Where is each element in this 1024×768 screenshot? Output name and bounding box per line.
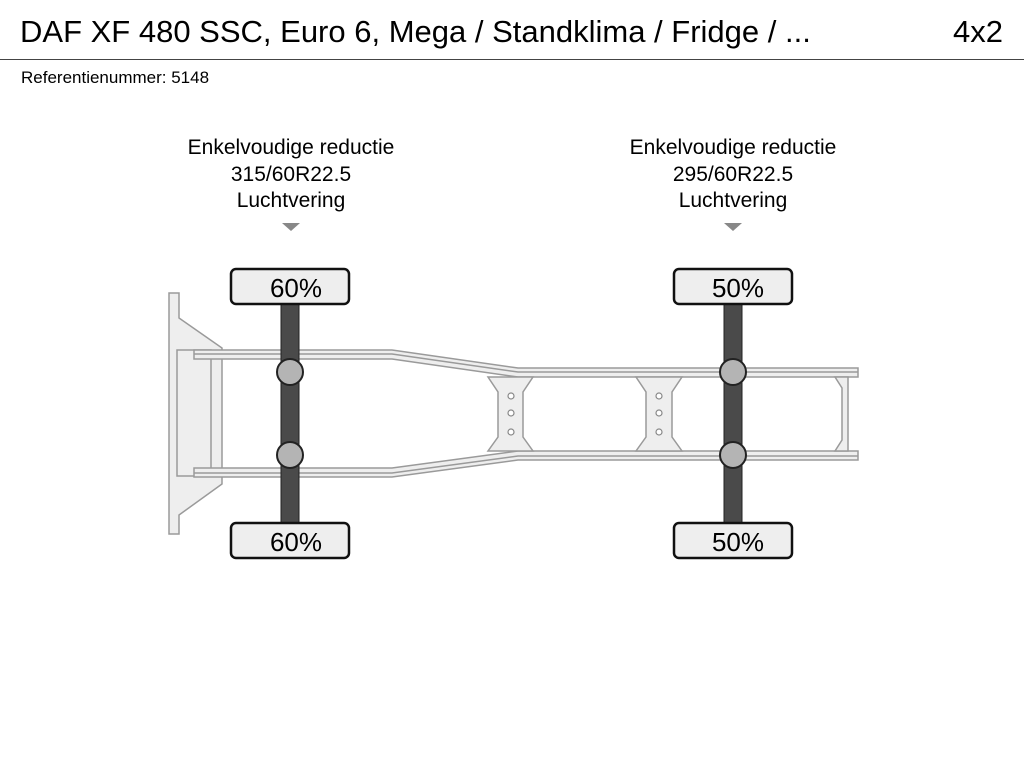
- bolt-hole: [656, 429, 662, 435]
- axle-configuration: 4x2: [953, 14, 1003, 49]
- rear-axle-suspension: Luchtvering: [678, 189, 788, 212]
- rear-load-top-text: 50%: [711, 273, 765, 303]
- front-axle-suspension: Luchtvering: [236, 189, 346, 212]
- rear-axle-type: Enkelvoudige reductie: [629, 136, 837, 159]
- front-load-top-text: 60%: [269, 273, 323, 303]
- rear-axle-beam: [724, 300, 742, 527]
- crossmember-holes: [508, 393, 662, 435]
- bolt-hole: [656, 410, 662, 416]
- page-title: DAF XF 480 SSC, Euro 6, Mega / Standklima / Fridge / ...: [20, 14, 811, 49]
- front-axle: [231, 269, 349, 558]
- bolt-hole: [508, 429, 514, 435]
- rear-hub-bottom: [720, 442, 746, 468]
- rear-axle-marker: [724, 223, 742, 231]
- front-hub-top: [277, 359, 303, 385]
- front-axle-type: Enkelvoudige reductie: [187, 136, 395, 159]
- rear-axle-tire: 295/60R22.5: [672, 162, 794, 186]
- rear-hub-top: [720, 359, 746, 385]
- bolt-hole: [656, 393, 662, 399]
- front-load-bottom-text: 60%: [269, 527, 323, 557]
- bolt-hole: [508, 393, 514, 399]
- front-axle-beam: [281, 300, 299, 527]
- front-axle-marker: [282, 223, 300, 231]
- rear-load-bottom-text: 50%: [711, 527, 765, 557]
- rear-axle: [674, 269, 792, 558]
- front-axle-tire: 315/60R22.5: [230, 162, 352, 186]
- reference-number: Referentienummer: 5148: [21, 68, 210, 87]
- bolt-hole: [508, 410, 514, 416]
- front-hub-bottom: [277, 442, 303, 468]
- rear-crossmember: [835, 377, 848, 451]
- front-crossmember: [177, 350, 211, 476]
